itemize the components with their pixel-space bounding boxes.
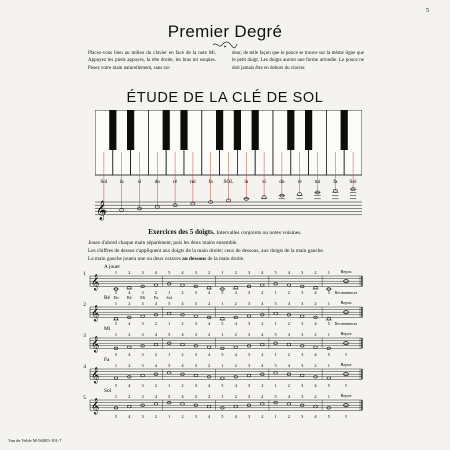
footer-text: Van de Velde M-56005-101-7 [8,438,62,443]
finger-top: 3 [301,301,304,306]
note-name: si [137,179,142,185]
finger-bottom: 4 [128,289,131,295]
finger-top: 5 [168,301,171,306]
black-key [234,110,241,150]
finger-bottom: 5 [221,351,224,357]
note-name: ré [173,179,178,185]
finger-bottom: 5 [327,289,330,295]
note-name: la [244,179,249,185]
note-head [154,403,158,406]
finger-bottom: 5 [327,382,330,388]
finger-top: 3 [247,332,251,337]
finger-top: 4 [154,332,158,337]
finger-bottom: 4 [234,382,237,388]
black-key [216,110,223,150]
finger-top: 4 [287,270,291,275]
finger-top: 3 [247,363,251,368]
exercise-title [0,228,450,236]
instruction-1: Jouez d'abord chaque main séparément, puis les deux mains ensemble. [88,240,238,246]
study-heading: ÉTUDE DE LA CLÉ DE SOL [126,90,324,106]
finger-top: 2 [314,301,317,306]
note-name: fa [333,179,338,185]
finger-top: 2 [207,332,211,337]
note-name: fa [208,179,213,185]
finger-bottom: 5 [114,289,118,295]
rest-label: Repos [340,269,352,274]
note-name: do [279,179,285,185]
finger-top: 1 [327,363,330,368]
exercise-label: A jouer [104,264,121,270]
solfege-name: Do [113,294,119,300]
finger-bottom: 3 [301,382,304,388]
finger-top: 4 [261,363,264,368]
finger-bottom: 3 [141,320,144,326]
finger-bottom: 1 [168,382,171,388]
note-head [247,374,251,377]
finger-top: 2 [314,332,317,337]
finger-bottom: 3 [247,382,251,388]
finger-top: 2 [234,270,237,275]
note-name: SOL [223,179,234,185]
black-key [252,110,259,150]
note-head [327,377,331,380]
finger-top: 1 [114,270,118,275]
note-head [314,346,318,349]
finger-bottom: 3 [247,413,251,419]
black-key [163,110,170,150]
finger-bottom: 3 [247,320,251,326]
solfege-name: Ré [126,294,132,300]
note-head [194,315,198,318]
finger-top: 2 [314,270,317,275]
finger-top: 5 [274,270,277,275]
exercise-number: 2 [83,302,86,308]
intro-left-column: Placez-vous bien au milieu du clavier en face de la note Mi. Appuyez les pieds appuyés, la tête droite, les bras mi souples. Posez votre main naturellement, sans rai- [88,51,216,71]
exercise-number: 4 [83,364,86,370]
finger-top: 4 [154,301,158,306]
note-name: mi [190,179,196,185]
note-head [247,315,251,318]
finger-bottom: 3 [194,382,197,388]
exercise-label: Ré [104,295,110,301]
finger-top: 3 [301,332,304,337]
note-head [167,312,171,315]
finger-bottom: 2 [154,351,158,357]
finger-bottom: 4 [207,289,211,295]
finger-bottom: 4 [207,382,211,388]
note-name: la [119,179,124,185]
note-head [261,403,265,406]
finger-top: 3 [194,363,197,368]
exercise-number: 3 [83,333,86,339]
instruction-2: Les chiffres de dessus s'appliquent aux doigts de la main droite; ceux de dessous, aux doigts de la main gauche. [88,248,325,254]
note-head [154,343,158,346]
finger-bottom: 2 [154,382,158,388]
finger-top: 2 [314,363,317,368]
note-name: si [262,179,266,185]
note-head [128,346,132,349]
intro-right-column: deur, de telle façon que le pouce se trouve sur la même ligne que le petit doigt. Les doigts auront une forme arrondie. Le pouce ne doit jamais être en dehors du clavier. [232,51,364,71]
exercise-label: Fa [104,357,110,363]
treble-clef: 𝄞 [91,306,100,322]
finger-top: 4 [181,363,184,368]
finger-bottom: 5 [114,351,118,357]
finger-bottom: 2 [287,351,291,357]
recommence-label: 5 [345,414,347,419]
finger-top: 2 [207,301,211,306]
instruction-3-bold: au dessous [182,256,207,262]
note-head [128,286,132,289]
finger-top: 1 [327,394,330,399]
finger-top: 1 [221,301,224,306]
finger-top: 4 [287,332,291,337]
finger-top: 4 [287,394,291,399]
finger-top: 2 [128,394,131,399]
finger-bottom: 2 [261,413,264,419]
finger-top: 4 [287,363,291,368]
finger-bottom: 4 [234,289,237,295]
finger-bottom: 1 [274,413,277,419]
finger-top: 2 [207,270,211,275]
finger-bottom: 5 [221,289,224,295]
note-head [300,315,304,318]
finger-top: 4 [287,301,291,306]
page-number: 5 [426,8,429,14]
recommence-label: 5 [345,383,347,388]
finger-top: 4 [181,301,184,306]
note-head [114,317,118,320]
finger-top: 4 [261,394,264,399]
finger-top: 5 [274,332,277,337]
note-name: Sol [349,179,357,185]
note-head [274,312,278,315]
exercise-number: 1 [83,271,86,277]
note-head [207,286,211,289]
finger-top: 2 [234,394,237,399]
finger-top: 3 [247,270,251,275]
black-key [287,110,294,150]
finger-bottom: 5 [114,382,118,388]
finger-bottom: 5 [221,320,224,326]
rest-label: Repos [340,362,352,367]
note-head [327,317,331,320]
finger-bottom: 2 [181,289,184,295]
finger-top: 5 [168,332,171,337]
note-head [167,372,171,375]
finger-bottom: 1 [168,289,171,295]
finger-top: 1 [221,270,224,275]
finger-bottom: 3 [301,289,304,295]
note-head [221,317,225,320]
note-head [261,284,265,287]
finger-top: 1 [327,332,330,337]
note-head [261,343,265,346]
note-head [234,405,238,408]
finger-top: 1 [221,363,224,368]
finger-top: 3 [194,270,197,275]
finger-bottom: 2 [181,413,184,419]
note-head [141,374,145,377]
finger-bottom: 4 [314,413,317,419]
black-key [127,110,134,150]
finger-bottom: 3 [194,289,197,295]
finger-bottom: 2 [261,382,264,388]
finger-top: 2 [234,363,237,368]
finger-bottom: 1 [274,382,277,388]
finger-bottom: 2 [287,320,291,326]
finger-top: 1 [221,332,224,337]
finger-top: 5 [168,270,171,275]
finger-bottom: 1 [168,351,171,357]
finger-top: 2 [207,363,211,368]
finger-bottom: 2 [154,320,158,326]
finger-bottom: 4 [234,413,237,419]
finger-top: 2 [234,301,237,306]
finger-bottom: 4 [314,289,317,295]
finger-top: 2 [128,270,131,275]
finger-top: 2 [128,363,131,368]
finger-bottom: 5 [327,351,330,357]
note-head [300,374,304,377]
finger-top: 3 [141,332,144,337]
treble-clef: 𝄞 [96,200,107,220]
recommence-label: 5 [345,352,347,357]
finger-bottom: 5 [221,413,224,419]
finger-bottom: 4 [207,413,211,419]
note-head [274,372,278,375]
finger-top: 4 [181,270,184,275]
finger-bottom: 5 [221,382,224,388]
finger-top: 5 [274,363,277,368]
finger-top: 3 [141,394,144,399]
finger-bottom: 2 [261,351,264,357]
black-key [180,110,187,150]
rest-label: Repos [340,300,352,305]
note-head [287,403,291,406]
finger-top: 4 [261,332,264,337]
note-head [234,346,238,349]
finger-top: 4 [154,394,158,399]
solfege-name: Fa [153,294,158,300]
finger-top: 5 [168,394,171,399]
finger-top: 1 [114,332,118,337]
note-head [128,405,132,408]
note-head [234,286,238,289]
finger-top: 5 [168,363,171,368]
finger-top: 4 [154,270,158,275]
finger-top: 1 [114,394,118,399]
solfege-name: Mi [140,294,146,300]
finger-top: 2 [314,394,317,399]
note-head [314,405,318,408]
note-head [207,405,211,408]
finger-bottom: 4 [234,351,237,357]
finger-top: 3 [247,301,251,306]
finger-bottom: 1 [168,413,171,419]
finger-bottom: 2 [261,289,264,295]
page-title: Premier Degré [167,22,283,41]
rest-label: Repos [340,393,352,398]
finger-top: 5 [274,301,277,306]
finger-top: 3 [141,363,144,368]
rest-label: Repos [340,331,352,336]
note-name: do [154,179,160,185]
finger-bottom: 2 [154,413,158,419]
treble-clef: 𝄞 [91,399,100,415]
note-head [181,403,185,406]
finger-top: 3 [301,270,304,275]
finger-top: 3 [247,394,251,399]
finger-bottom: 4 [128,382,131,388]
keyboard-diagram [95,110,362,222]
finger-bottom: 3 [301,351,304,357]
finger-bottom: 5 [114,413,118,419]
note-head [114,377,118,380]
finger-bottom: 2 [287,289,291,295]
note-head [141,315,145,318]
finger-bottom: 3 [141,351,144,357]
exercise-label: Sol [104,388,112,394]
exercise-systems [0,262,450,434]
finger-top: 4 [181,332,184,337]
finger-bottom: 2 [287,382,291,388]
finger-top: 3 [301,363,304,368]
finger-bottom: 3 [194,320,197,326]
note-head [194,374,198,377]
finger-bottom: 3 [247,351,251,357]
note-head [181,284,185,287]
finger-bottom: 1 [274,320,277,326]
finger-bottom: 3 [141,289,144,295]
solfege-name: Sol [166,294,172,300]
recommence-label: Recommencez [334,290,358,295]
finger-top: 1 [327,301,330,306]
finger-top: 3 [194,332,197,337]
finger-bottom: 1 [274,289,277,295]
black-key [109,110,116,150]
exercise-label: Mi [104,326,111,332]
finger-top: 2 [128,332,131,337]
finger-bottom: 2 [181,320,184,326]
recommence-label: Recommencez [334,321,358,326]
finger-bottom: 3 [247,289,251,295]
finger-bottom: 3 [194,351,197,357]
finger-bottom: 2 [181,382,184,388]
note-head [154,284,158,287]
finger-bottom: 4 [207,320,211,326]
finger-bottom: 2 [287,413,291,419]
exercise-title-bold: Exercices des 5 doigts. [148,228,215,236]
finger-bottom: 4 [314,351,317,357]
finger-bottom: 4 [128,320,131,326]
finger-bottom: 3 [194,413,197,419]
finger-top: 3 [141,270,144,275]
note-head [181,343,185,346]
finger-top: 4 [261,301,264,306]
finger-bottom: 5 [327,320,330,326]
finger-top: 1 [327,270,330,275]
finger-bottom: 2 [154,289,158,295]
finger-top: 4 [154,363,158,368]
treble-clef: 𝄞 [91,368,100,384]
treble-clef: 𝄞 [91,337,100,353]
finger-top: 3 [301,394,304,399]
finger-top: 2 [128,301,131,306]
finger-bottom: 4 [128,413,131,419]
note-head [287,284,291,287]
note-head [287,343,291,346]
finger-top: 1 [221,394,224,399]
finger-top: 1 [114,301,118,306]
finger-top: 3 [194,301,197,306]
finger-bottom: 4 [128,351,131,357]
note-name: Sol [100,179,108,185]
note-name: ré [297,179,302,185]
finger-bottom: 5 [114,320,118,326]
finger-bottom: 3 [141,413,144,419]
finger-bottom: 4 [314,382,317,388]
finger-bottom: 2 [261,320,264,326]
finger-top: 1 [114,363,118,368]
treble-clef: 𝄞 [91,275,100,291]
finger-top: 4 [261,270,264,275]
finger-bottom: 3 [141,382,144,388]
exercise-number: 5 [83,395,86,401]
finger-bottom: 4 [314,320,317,326]
finger-bottom: 5 [327,413,330,419]
note-name: mi [314,179,321,185]
finger-top: 2 [234,332,237,337]
finger-bottom: 4 [207,351,211,357]
ornament-icon [212,41,238,49]
instruction-3-after: de la main droite. [207,256,245,262]
finger-bottom: 2 [181,351,184,357]
exercise-title-rest: Intervalles conjoints ou notes voisines. [216,230,302,236]
note-head [314,286,318,289]
finger-top: 3 [141,301,144,306]
finger-bottom: 1 [168,320,171,326]
instruction-3-before: La main gauche jouera une ou deux octaves [88,256,181,262]
finger-bottom: 1 [274,351,277,357]
note-head [207,346,211,349]
finger-bottom: 3 [301,320,304,326]
finger-top: 5 [274,394,277,399]
finger-top: 2 [207,394,211,399]
finger-top: 4 [181,394,184,399]
note-head [221,377,225,380]
black-key [305,110,312,150]
black-key [341,110,348,150]
finger-bottom: 4 [234,320,237,326]
finger-top: 3 [194,394,197,399]
finger-bottom: 3 [301,413,304,419]
